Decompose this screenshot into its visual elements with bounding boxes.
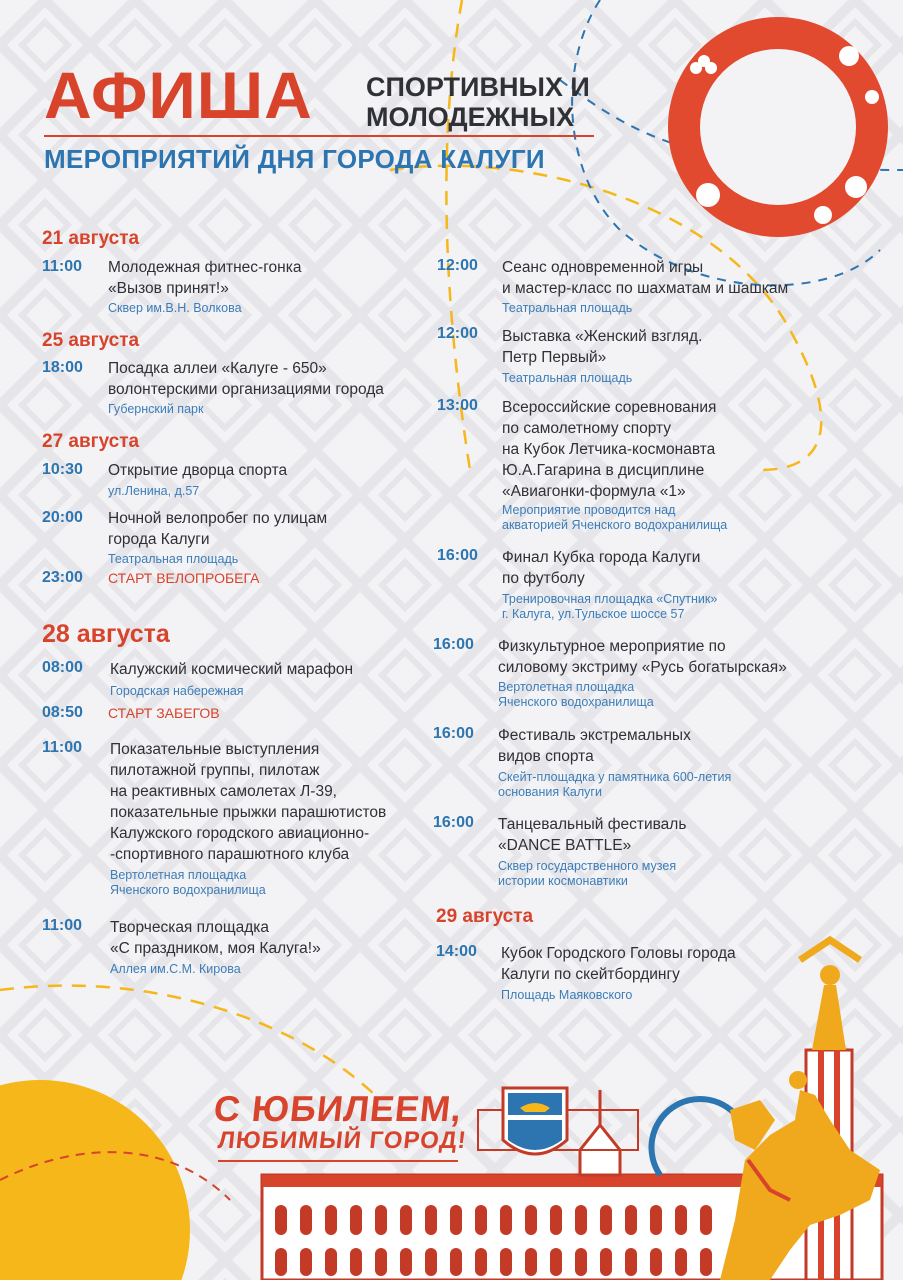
event-title — [108, 257, 301, 299]
event-place-line: акваторией Яченского водохранилища — [502, 518, 728, 532]
event-time: 23:00 — [42, 569, 83, 586]
event-title — [108, 508, 327, 550]
date-heading-21: 21 августа — [42, 228, 140, 249]
event-place — [502, 503, 727, 533]
event-place — [502, 592, 717, 622]
event-title-line: на Кубок Летчика-космонавта — [502, 441, 716, 458]
event-title-line: по футболу — [502, 570, 585, 587]
event-title-line: Физкультурное мероприятие по — [498, 638, 726, 655]
event-time: 10:30 — [42, 461, 83, 478]
event-title — [502, 326, 702, 368]
event-title-line: Калуги по скейтбордингу — [501, 966, 680, 983]
event-start-note: СТАРТ ЗАБЕГОВ — [108, 705, 220, 721]
date-heading-27: 27 августа — [42, 431, 140, 452]
event-place-line: Мероприятие проводится над — [502, 503, 676, 517]
event-title — [502, 257, 788, 299]
event-title — [110, 917, 321, 959]
event-place: Площадь Маяковского — [501, 988, 633, 1002]
event-title-line: города Калуги — [108, 531, 210, 548]
event-place: ул.Ленина, д.57 — [108, 484, 200, 498]
event-title-line: и мастер-класс по шахматам и шашкам — [502, 280, 789, 297]
event-title-line: пилотажной группы, пилотаж — [110, 762, 320, 779]
slogan-underline — [218, 1160, 458, 1162]
event-place — [498, 859, 676, 889]
event-title-line: Петр Первый» — [502, 349, 607, 366]
event-time: 14:00 — [436, 943, 477, 960]
event-time: 11:00 — [42, 917, 83, 934]
event-title: Открытие дворца спорта — [108, 462, 288, 479]
event-title-line: по самолетному спорту — [502, 420, 672, 437]
event-title-line: Кубок Городского Головы города — [501, 945, 736, 962]
title-divider — [44, 135, 594, 137]
event-place — [110, 868, 266, 898]
event-time: 08:50 — [42, 704, 83, 721]
event-time: 13:00 — [437, 397, 478, 414]
event-title-line: Калужского городского авиационно- — [110, 825, 370, 842]
event-place: Городская набережная — [110, 684, 244, 698]
event-place-line: Вертолетная площадка — [110, 868, 247, 882]
date-heading-25: 25 августа — [42, 330, 140, 351]
event-title-line: Творческая площадка — [110, 919, 270, 936]
event-title-line: «С праздником, моя Калуга!» — [110, 940, 321, 957]
event-time: 16:00 — [437, 547, 478, 564]
event-time: 18:00 — [42, 359, 83, 376]
event-place-line: г. Калуга, ул.Тульское шоссе 57 — [502, 607, 685, 621]
event-place-line: основания Калуги — [498, 785, 602, 799]
event-place-line: Яченского водохранилища — [110, 883, 266, 897]
date-heading-29: 29 августа — [436, 906, 534, 927]
event-time: 20:00 — [42, 509, 83, 526]
event-time: 12:00 — [437, 257, 478, 274]
event-place — [498, 680, 654, 710]
event-title — [498, 814, 686, 856]
event-title — [108, 358, 384, 400]
event-title-line: показательные прыжки парашютистов — [110, 804, 387, 821]
event-title-line: Ночной велопробег по улицам — [108, 510, 328, 527]
event-title-line: Финал Кубка города Калуги — [502, 549, 701, 566]
event-title-line: «Авиагонки-формула «1» — [502, 483, 686, 500]
event-place: Сквер им.В.Н. Волкова — [108, 301, 242, 315]
event-title-line: силовому экстриму «Русь богатырская» — [498, 659, 787, 676]
event-title — [502, 547, 700, 589]
event-place-line: Тренировочная площадка «Спутник» — [502, 592, 718, 606]
event-time: 11:00 — [42, 739, 83, 756]
event-place-line: Сквер государственного музея — [498, 859, 677, 873]
event-title-line: Фестиваль экстремальных — [498, 727, 691, 744]
event-place: Аллея им.С.М. Кирова — [110, 962, 241, 976]
event-title — [498, 725, 691, 767]
event-title-line: видов спорта — [498, 748, 594, 765]
event-title: Калужский космический марафон — [110, 661, 354, 678]
event-title-line: Сеанс одновременной игры — [502, 259, 704, 276]
event-time: 12:00 — [437, 325, 478, 342]
event-title — [498, 636, 787, 678]
event-title — [501, 943, 736, 985]
event-title-line: Всероссийские соревнования — [502, 399, 717, 416]
page-title: АФИША — [44, 58, 313, 132]
event-place-line: Вертолетная площадка — [498, 680, 635, 694]
event-title-line: -спортивного парашютного клуба — [110, 846, 350, 863]
title-side-line-1: СПОРТИВНЫХ И — [366, 72, 590, 102]
event-place: Театральная площадь — [502, 301, 633, 315]
event-time: 16:00 — [433, 725, 474, 742]
event-title-line: Показательные выступления — [110, 741, 320, 758]
title-side-line-2: МОЛОДЕЖНЫХ — [366, 102, 574, 132]
event-time: 11:00 — [42, 258, 83, 275]
anniversary-slogan-line-1: С ЮБИЛЕЕМ, — [211, 1088, 465, 1129]
event-place-line: Скейт-площадка у памятника 600-летия — [498, 770, 732, 784]
event-place — [498, 770, 731, 800]
event-place: Губернский парк — [108, 402, 204, 416]
event-place: Театральная площадь — [108, 552, 239, 566]
event-place: Театральная площадь — [502, 371, 633, 385]
event-title-line: волонтерскими организациями города — [108, 381, 384, 398]
event-title-line: «Вызов принят!» — [108, 280, 229, 297]
event-title-line: Ю.А.Гагарина в дисциплине — [502, 462, 705, 479]
event-time: 08:00 — [42, 659, 83, 676]
event-title-line: на реактивных самолетах Л-39, — [110, 783, 337, 800]
page-title-side — [366, 72, 590, 132]
event-title — [110, 739, 386, 865]
event-place-line: истории космонавтики — [498, 874, 628, 888]
page-subtitle: МЕРОПРИЯТИЙ ДНЯ ГОРОДА КАЛУГИ — [44, 144, 545, 174]
event-title-line: Танцевальный фестиваль — [498, 816, 687, 833]
event-place-line: Яченского водохранилища — [498, 695, 654, 709]
event-title-line: «DANCE BATTLE» — [498, 837, 632, 854]
event-title-line: Молодежная фитнес-гонка — [108, 259, 302, 276]
anniversary-slogan-line-2: ЛЮБИМЫЙ ГОРОД! — [216, 1127, 469, 1154]
event-title — [502, 397, 716, 502]
date-heading-28: 28 августа — [42, 620, 170, 648]
event-time: 16:00 — [433, 636, 474, 653]
event-title-line: Выставка «Женский взгляд. — [502, 328, 703, 345]
event-title-line: Посадка аллеи «Калуге - 650» — [108, 360, 327, 377]
event-time: 16:00 — [433, 814, 474, 831]
event-start-note: СТАРТ ВЕЛОПРОБЕГА — [108, 570, 260, 586]
